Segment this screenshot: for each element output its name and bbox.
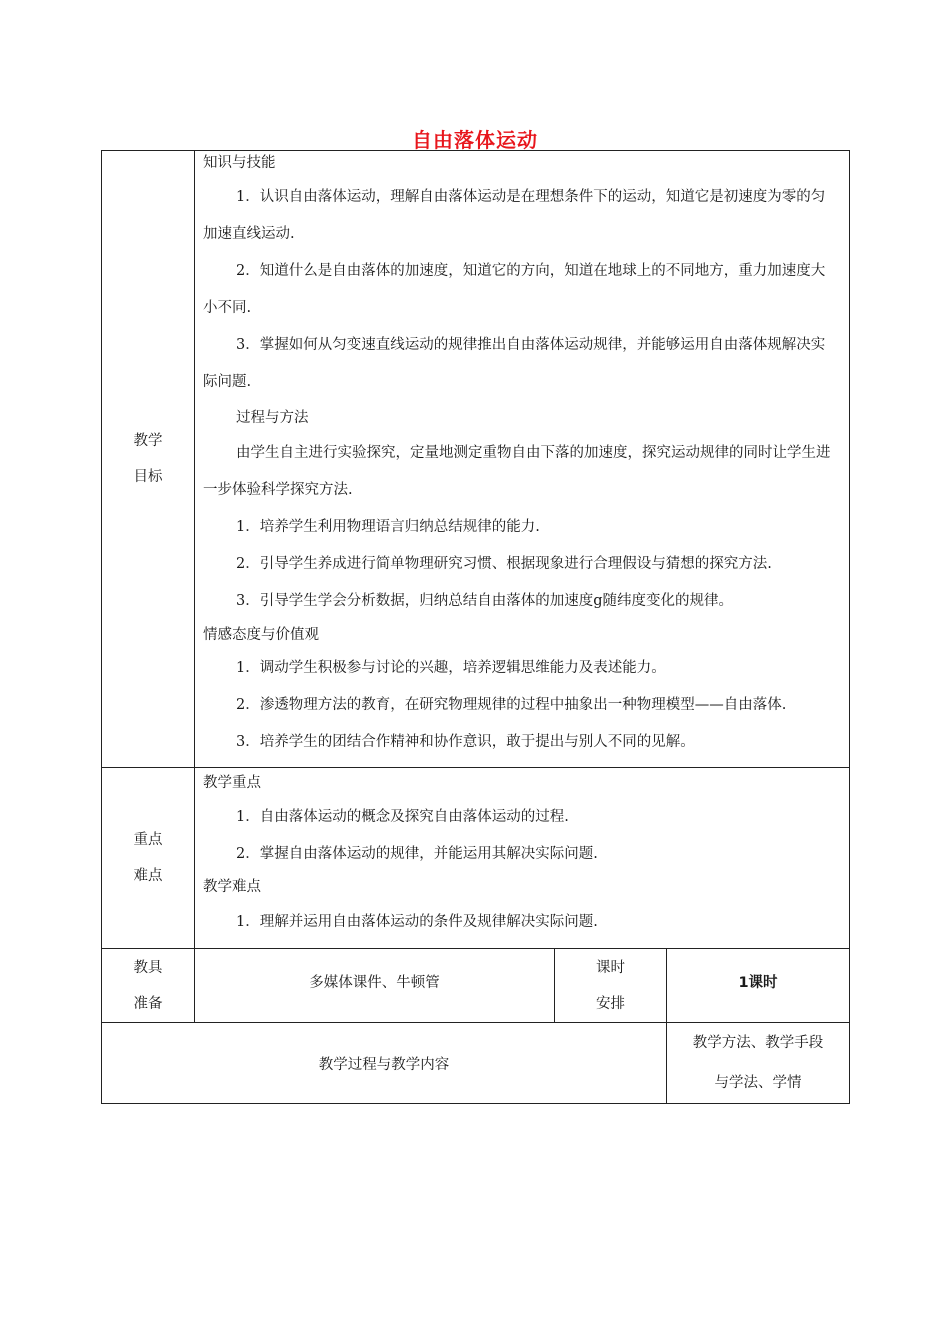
focus-heading: 教学重点 (203, 775, 261, 791)
difficulty-heading: 教学难点 (203, 879, 261, 895)
methods-header: 教学方法、教学手段 与学法、学情 (667, 1023, 850, 1104)
emotion-item: 3．培养学生的团结合作精神和协作意识，敢于提出与别人不同的见解。 (236, 734, 695, 750)
process-header-row (102, 1023, 850, 1104)
focus-item: 2．掌握自由落体运动的规律，并能运用其解决实际问题. (236, 846, 598, 862)
emotion-item: 2．渗透物理方法的教育，在研究物理规律的过程中抽象出一种物理模型——自由落体. (236, 697, 787, 713)
emotion-item: 1．调动学生积极参与讨论的兴趣，培养逻辑思维能力及表述能力。 (236, 660, 666, 676)
keypoints-content (195, 768, 850, 949)
keypoints-row (102, 768, 850, 949)
content-header: 教学过程与教学内容 (102, 1023, 667, 1104)
objectives-content (195, 151, 850, 768)
knowledge-item: 1．认识自由落体运动，理解自由落体运动是在理想条件下的运动，知道它是初速度为零的匀加速直线运动. (203, 189, 826, 242)
knowledge-item: 2．知道什么是自由落体的加速度，知道它的方向，知道在地球上的不同地方，重力加速度大小不同. (203, 263, 826, 316)
tools-row (102, 949, 850, 1023)
knowledge-item: 3．掌握如何从匀变速直线运动的规律推出自由落体运动规律，并能够运用自由落体规解决实际问题. (203, 337, 826, 390)
lesson-plan-table (101, 150, 850, 1104)
schedule-value: 1课时 (667, 949, 850, 1023)
schedule-label: 课时 安排 (555, 949, 667, 1023)
keypoints-label: 重点 难点 (102, 768, 195, 949)
knowledge-heading: 知识与技能 (203, 155, 276, 171)
process-item: 3．引导学生学会分析数据，归纳总结自由落体的加速度g随纬度变化的规律。 (236, 593, 734, 609)
process-item: 2．引导学生养成进行简单物理研究习惯、根据现象进行合理假设与猜想的探究方法. (236, 556, 772, 572)
tools-label: 教具 准备 (102, 949, 195, 1023)
process-intro: 由学生自主进行实验探究，定量地测定重物自由下落的加速度，探究运动规律的同时让学生进一步体验科学探究方法. (203, 445, 831, 498)
difficulty-item: 1．理解并运用自由落体运动的条件及规律解决实际问题. (236, 914, 598, 930)
emotion-heading: 情感态度与价值观 (203, 627, 319, 643)
objectives-row (102, 151, 850, 768)
process-item: 1．培养学生利用物理语言归纳总结规律的能力. (236, 519, 540, 535)
objectives-label: 教学 目标 (102, 151, 195, 768)
page-title: 自由落体运动 (412, 128, 538, 152)
tools-value: 多媒体课件、牛顿管 (195, 949, 555, 1023)
process-heading: 过程与方法 (236, 410, 309, 426)
focus-item: 1．自由落体运动的概念及探究自由落体运动的过程. (236, 809, 569, 825)
